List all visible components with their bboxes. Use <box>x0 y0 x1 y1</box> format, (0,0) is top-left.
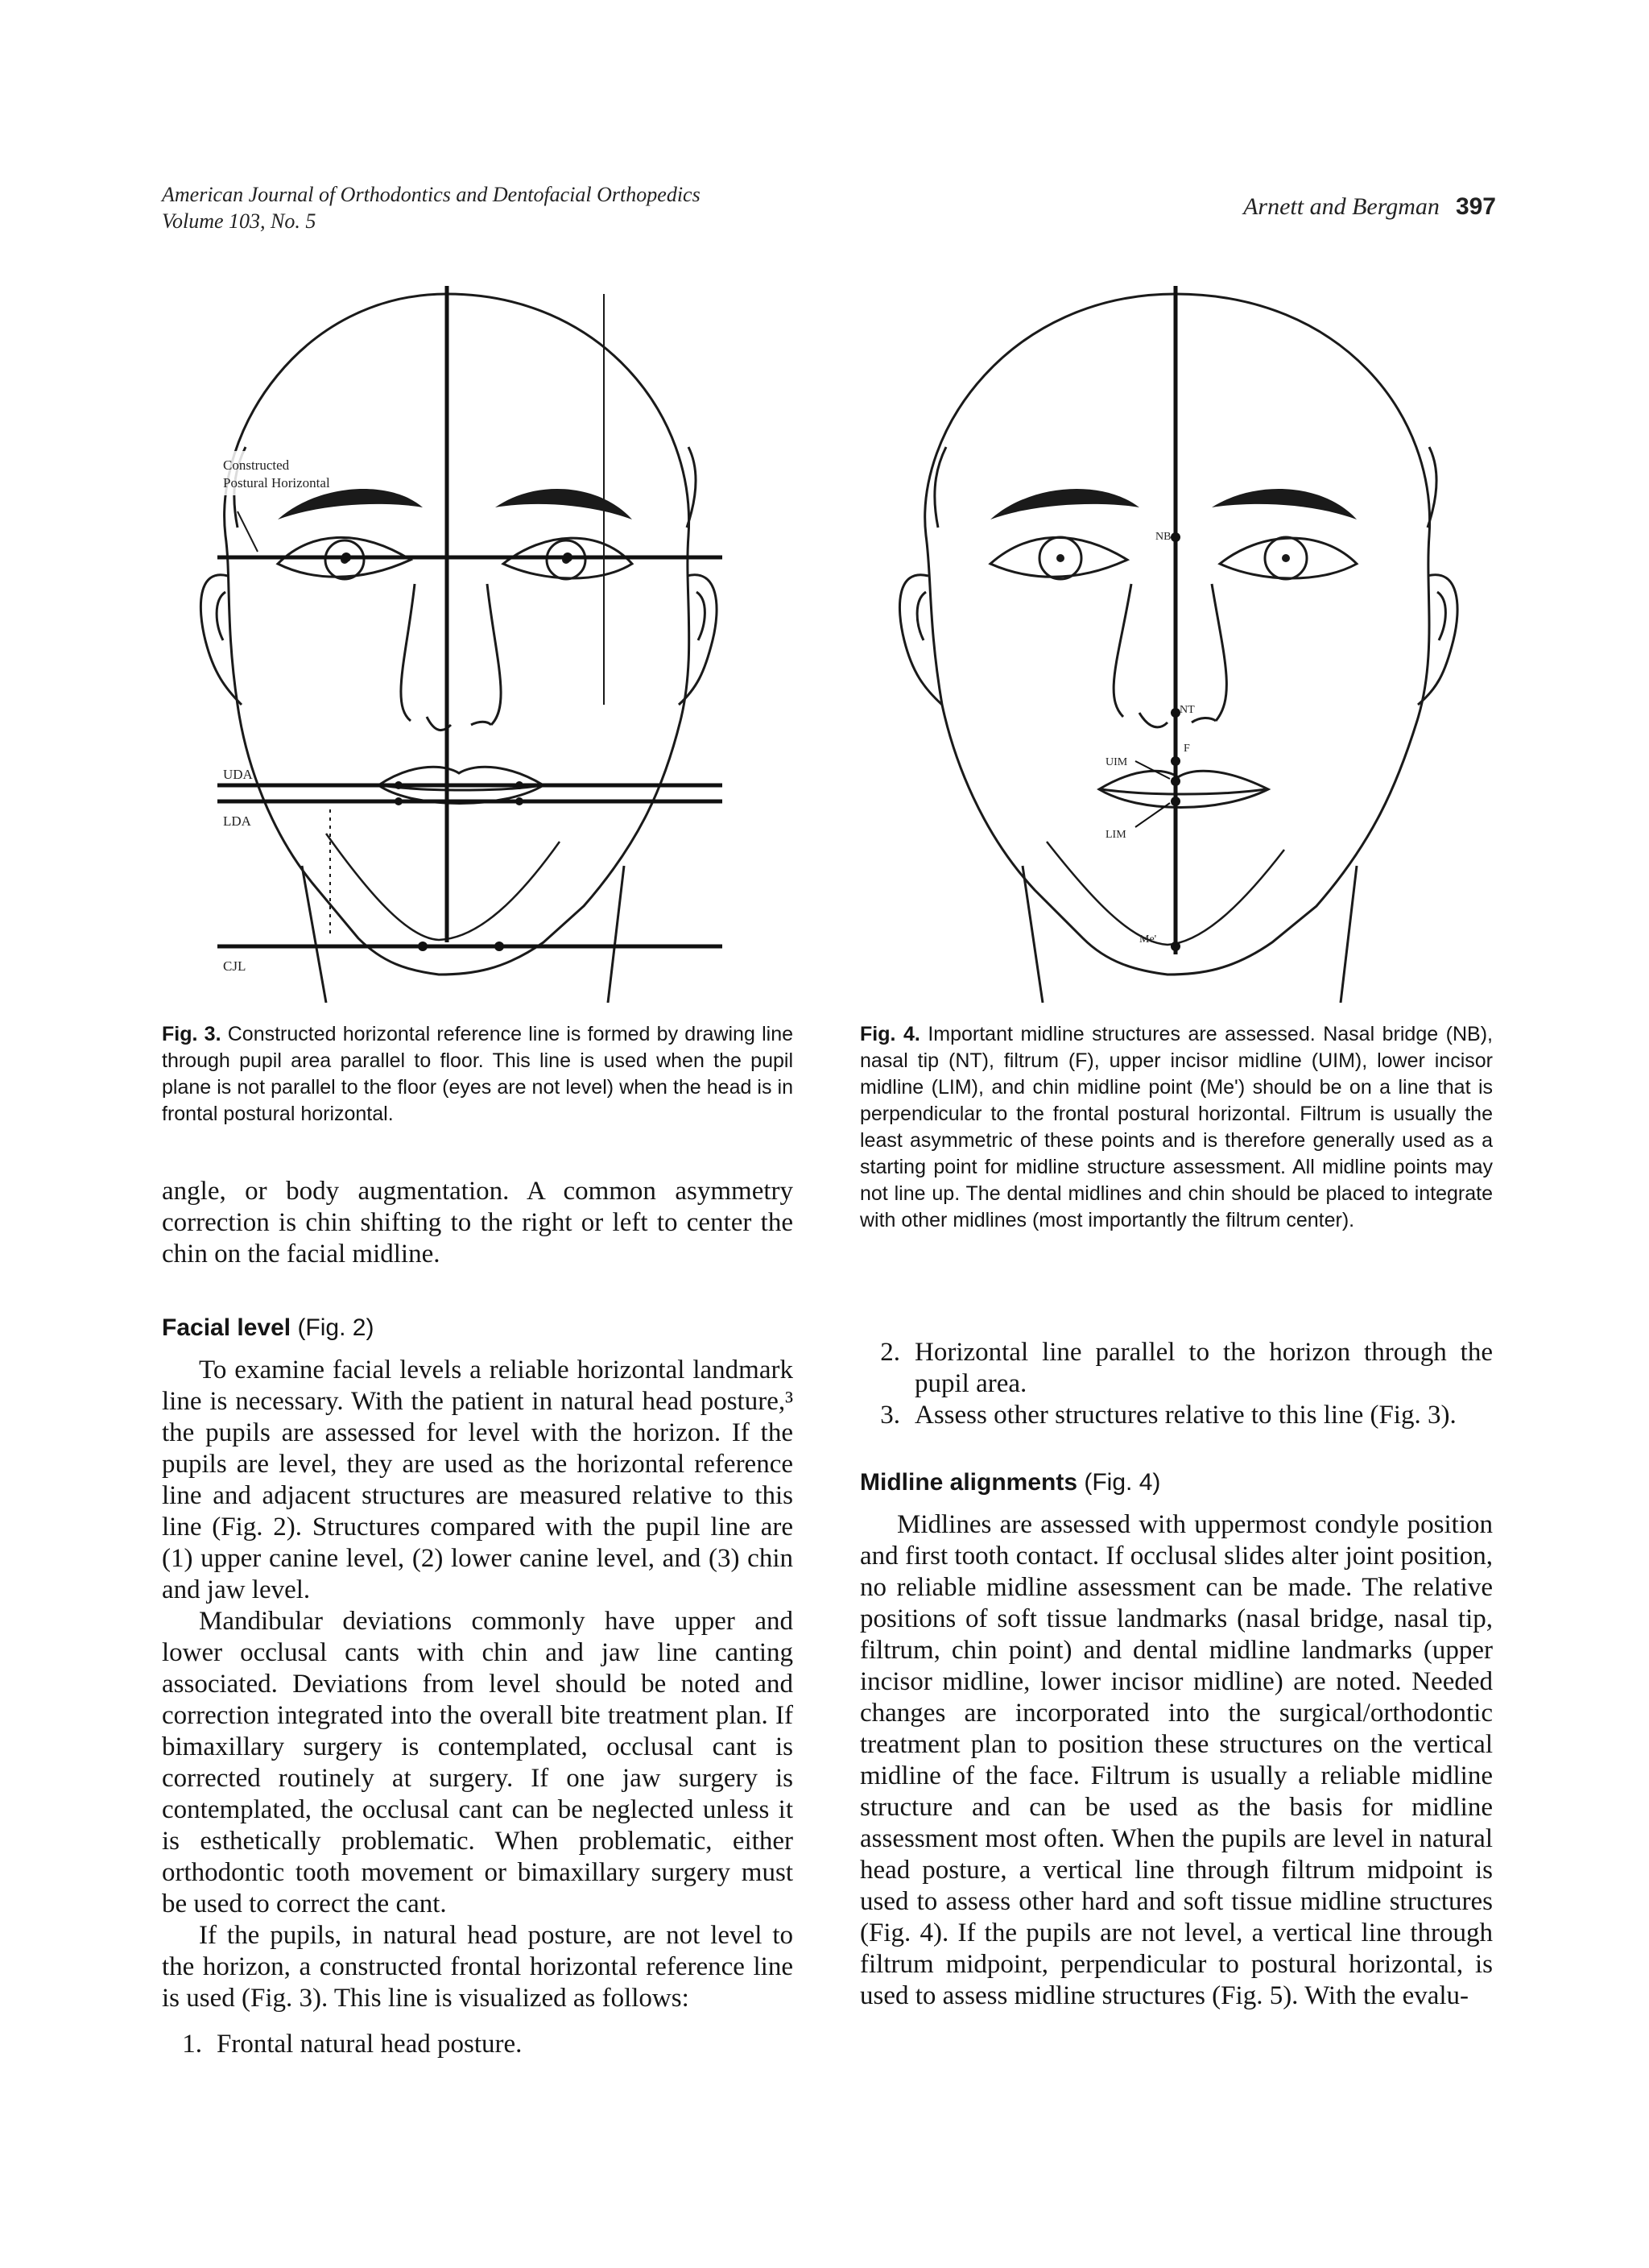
fig4-caption-text: Important midline structures are assessed. Nasal bridge (NB), nasal tip (NT), filtrum (F), upper incisor midline (UIM), lower incisor midline (LIM), and chin midline point (Me') should be on a line that is perpendicular to the frontal postural horizontal. Filtrum is usually the least asymmetric of these points and is therefore generally used as a starting point for midline structure assessment. All midline points may not line up. The dental midlines and chin should be placed to integrate with other midlines (most importantly the filtrum center). <box>860 1023 1493 1231</box>
fig4-label-nb: NB <box>1155 531 1172 543</box>
fig4-label-f: F <box>1184 743 1190 755</box>
list-item-2-text: Horizontal line parallel to the horizon through the pupil area. <box>915 1338 1493 1398</box>
figure-3-face-drawing <box>181 286 745 1003</box>
facial-level-heading-text: Facial level <box>162 1314 291 1341</box>
fig3-label-lda: LDA <box>223 813 251 829</box>
list-item-1-text: Frontal natural head posture. <box>217 2030 523 2059</box>
list-item-3-text: Assess other structures relative to this line (Fig. 3). <box>915 1401 1457 1430</box>
section-heading-midline-alignments <box>860 1467 1493 1498</box>
page-number: 397 <box>1455 193 1496 220</box>
list-item-1-number: 1. <box>182 2030 202 2059</box>
right-column <box>860 1337 1493 2012</box>
facial-level-paragraph-3: If the pupils, in natural head posture, are not level to the horizon, a constructed frontal horizontal reference line is used (Fig. 3). This line is visualized as follows: <box>162 1921 793 2013</box>
list-item-3-number: 3. <box>880 1401 900 1430</box>
figure-4-face-drawing <box>874 286 1477 1003</box>
fig4-label-lim: LIM <box>1106 829 1126 841</box>
journal-header <box>162 181 701 234</box>
authors: Arnett and Bergman <box>1243 193 1440 220</box>
facial-level-paragraph-2: Mandibular deviations commonly have upper and lower occlusal cants with chin and jaw line canting associated. Deviations from level should be noted and correction integrated into the overall bite treatment plan. If bimaxillary surgery is contemplated, occlusal cant is corrected routinely at surgery. If one jaw surgery is contemplated, the occlusal cant can be neglected unless it is esthetically problematic. When problematic, either orthodontic tooth movement or bimaxillary surgery must be used to correct the cant. <box>162 1607 793 1918</box>
list-item-3 <box>860 1400 1493 1431</box>
fig3-label-uda: UDA <box>223 767 253 782</box>
journal-title: American Journal of Orthodontics and Dentofacial Orthopedics <box>162 183 701 206</box>
fig4-label-uim: UIM <box>1106 756 1128 768</box>
section-heading-facial-level <box>162 1312 793 1343</box>
fig3-label-cjl: CJL <box>223 958 246 974</box>
fig3-nose <box>401 584 501 730</box>
running-head <box>1243 193 1496 221</box>
midline-paragraph-1: Midlines are assessed with uppermost condyle position and first tooth contact. If occlusal slides alter joint position, no reliable midline assessment can be made. The relative positions of soft tissue landmarks (nasal bridge, nasal tip, filtrum, chin point) and dental midline landmarks (upper incisor midline, lower incisor midline) are noted. Needed changes are incorporated into the surgical/orthodontic treatment plan to position these structures on the vertical midline of the face. Filtrum is usually a reliable midline structure and can be used as the basis for midline assessment most often. When the pupils are level in natural head posture, a vertical line through filtrum midpoint is used to assess other hard and soft tissue midline structures (Fig. 4). If the pupils are not level, a vertical line through filtrum midpoint, perpendicular to postural horizontal, is used to assess midline structures (Fig. 5). With the evalu- <box>860 1510 1493 2010</box>
fig4-caption-label: Fig. 4. <box>860 1023 920 1045</box>
midline-heading-ref: (Fig. 4) <box>1077 1469 1161 1496</box>
intro-paragraph: angle, or body augmentation. A common asymmetry correction is chin shifting to the right or left to center the chin on the facial midline. <box>162 1177 793 1269</box>
fig4-label-me: Me' <box>1139 933 1157 946</box>
midline-heading-text: Midline alignments <box>860 1469 1078 1496</box>
fig3-label-postural-horizontal: Postural Horizontal <box>223 475 330 490</box>
facial-level-paragraph-1: To examine facial levels a reliable horizontal landmark line is necessary. With the patient in natural head posture,³ the pupils are assessed for level with the horizon. If the pupils are level, they are used as the horizontal reference line and adjacent structures are measured relative to this line (Fig. 2). Structures compared with the pupil line are (1) upper canine level, (2) lower canine level, and (3) chin and jaw level. <box>162 1355 793 1604</box>
journal-volume: Volume 103, No. 5 <box>162 209 316 233</box>
list-item-2-number: 2. <box>880 1338 900 1367</box>
fig4-right-ear <box>1418 575 1457 705</box>
fig4-label-nt: NT <box>1180 704 1195 716</box>
fig4-nose <box>1114 584 1226 727</box>
fig3-caption-text: Constructed horizontal reference line is formed by drawing line through pupil area parallel to floor. This line is used when the pupil plane is not parallel to the floor (eyes are not level) when the head is in frontal postural horizontal. <box>162 1023 793 1125</box>
figure-4-caption <box>860 1021 1493 1234</box>
figure-3-caption <box>162 1021 793 1128</box>
fig3-head-outline <box>225 294 689 975</box>
fig3-caption-label: Fig. 3. <box>162 1023 221 1045</box>
list-item-1 <box>162 2029 793 2060</box>
left-column <box>162 1176 793 2060</box>
fig3-label-constructed: Constructed <box>223 457 290 473</box>
fig4-mouth <box>1099 771 1268 807</box>
facial-level-heading-ref: (Fig. 2) <box>291 1314 374 1341</box>
fig4-left-ear <box>899 575 942 705</box>
list-item-2 <box>860 1337 1493 1400</box>
